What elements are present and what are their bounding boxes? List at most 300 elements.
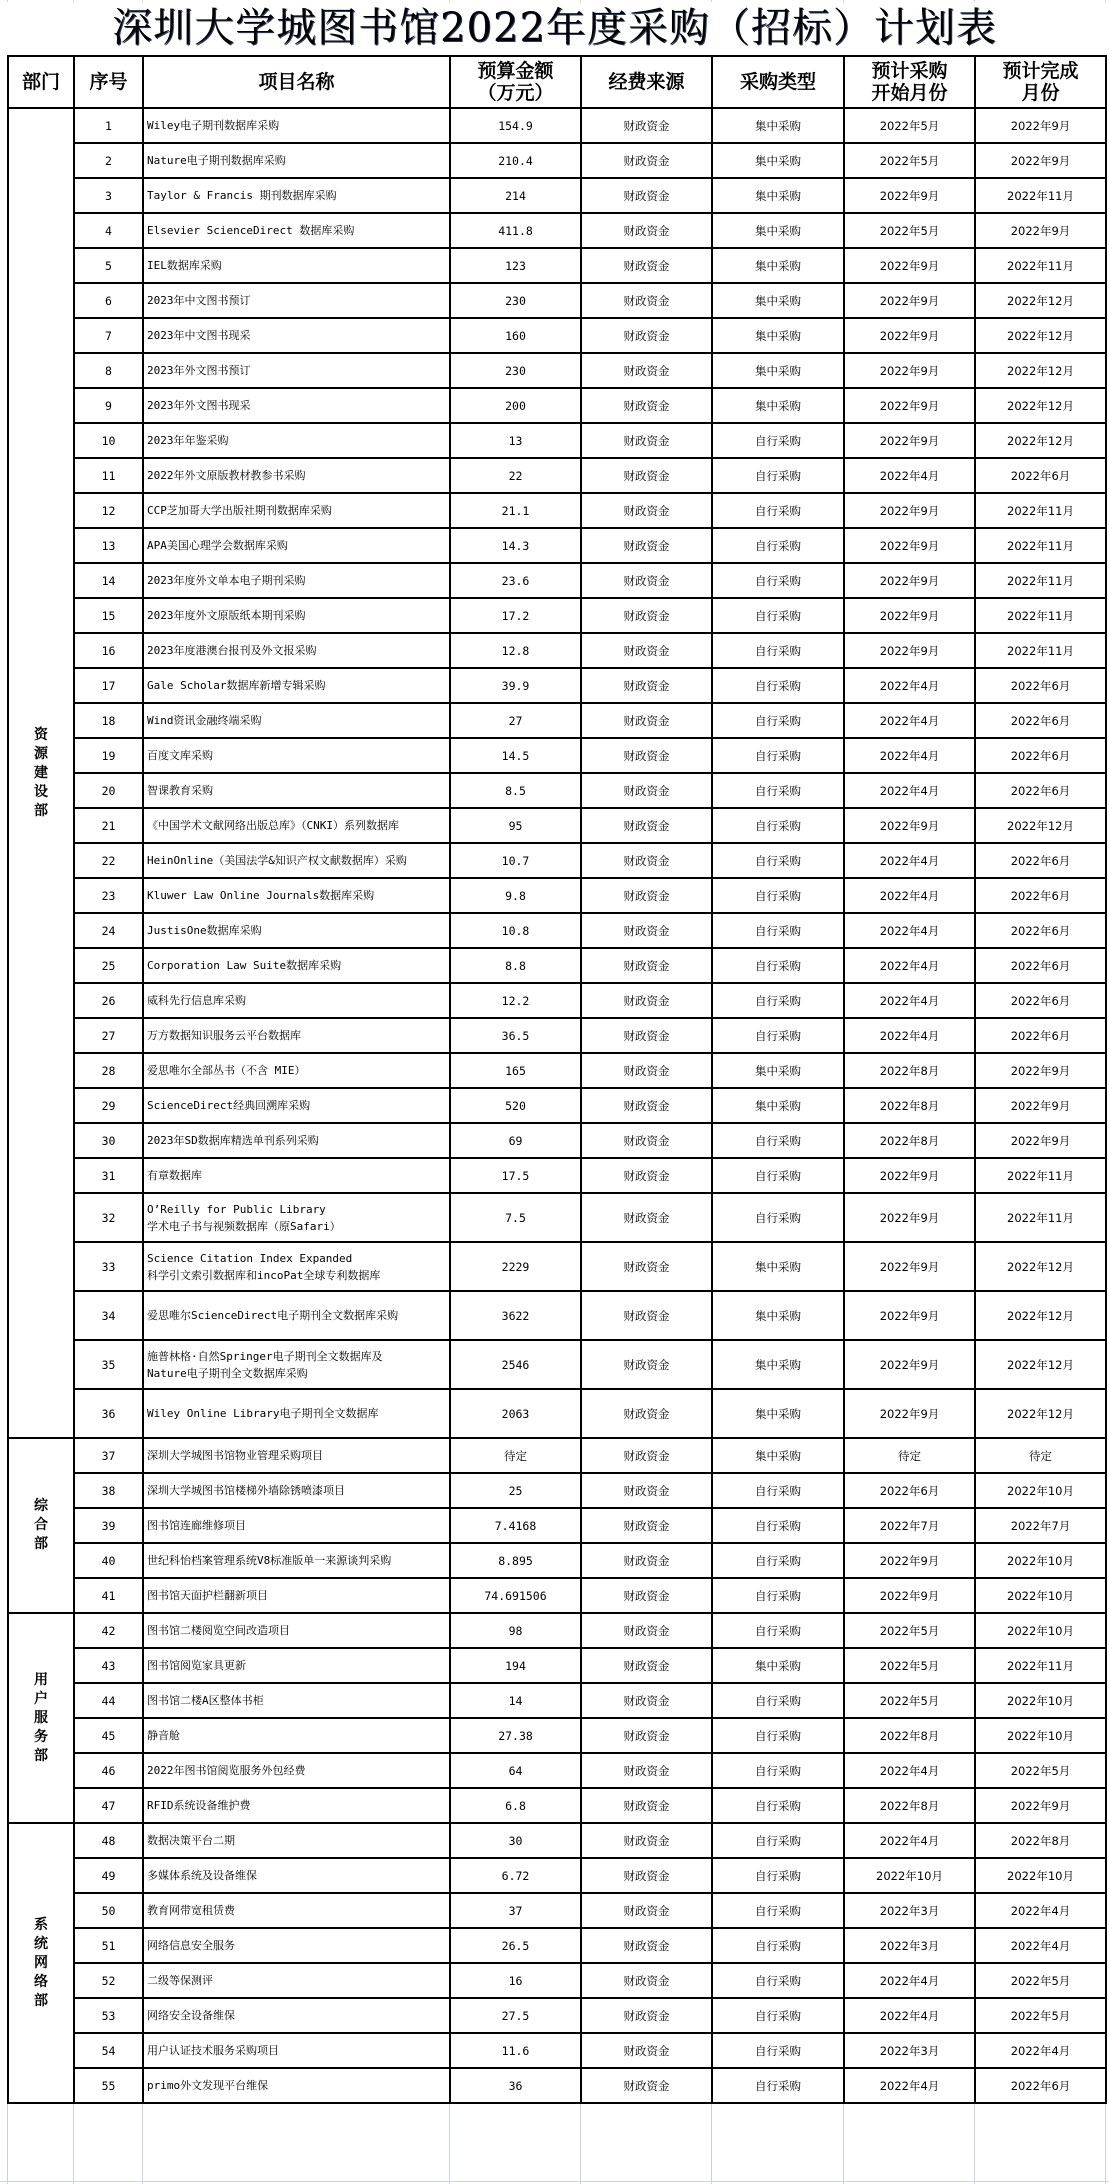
start-month-cell: 2022年4月 [844,878,975,913]
end-month-cell: 2022年12月 [975,318,1106,353]
seq-cell: 50 [74,1893,143,1928]
project-name-line: 网络信息安全服务 [147,1939,235,1952]
project-name-cell [143,633,450,668]
budget-cell: 230 [450,353,581,388]
budget-cell: 14.3 [450,528,581,563]
table-row [8,1123,1106,1158]
start-month-cell: 2022年4月 [844,1018,975,1053]
table-row [8,1389,1106,1438]
end-month-cell: 2022年11月 [975,1158,1106,1193]
department-label: 综合部 [34,1498,48,1552]
project-name-cell [143,1893,450,1928]
start-month-cell: 2022年9月 [844,493,975,528]
start-month-cell: 2022年9月 [844,1291,975,1340]
table-row [8,878,1106,913]
department-cell [8,1613,74,1823]
budget-cell: 210.4 [450,143,581,178]
budget-cell: 30 [450,1823,581,1858]
project-name-line: Wind资讯金融终端采购 [147,714,262,727]
seq-cell: 4 [74,213,143,248]
project-name-line: HeinOnline（美国法学&知识产权文献数据库）采购 [147,854,407,867]
project-name-line: ScienceDirect经典回溯库采购 [147,1099,311,1112]
start-month-cell: 2022年8月 [844,1088,975,1123]
end-month-cell: 2022年9月 [975,1053,1106,1088]
project-name-line: 多媒体系统及设备维保 [147,1869,257,1882]
seq-cell: 39 [74,1508,143,1543]
funding-source-cell: 财政资金 [581,1753,712,1788]
funding-source-cell: 财政资金 [581,1858,712,1893]
column-header-end-line1: 预计完成 [1002,60,1079,82]
project-name-line: 智课教育采购 [147,784,213,797]
start-month-cell: 待定 [844,1438,975,1473]
start-month-cell: 2022年9月 [844,808,975,843]
project-name-line: 2023年中文图书现采 [147,329,251,342]
column-header-start-line2: 开始月份 [871,82,948,104]
column-header-source-label: 经费来源 [608,71,685,93]
funding-source-cell: 财政资金 [581,353,712,388]
column-header-budget [450,56,581,108]
end-month-cell: 2022年11月 [975,598,1106,633]
budget-cell: 23.6 [450,563,581,598]
procurement-type-cell: 自行采购 [712,948,844,983]
table-row [8,1473,1106,1508]
end-month-cell: 2022年12月 [975,808,1106,843]
project-name-cell [143,283,450,318]
seq-cell: 14 [74,563,143,598]
project-name-cell [143,668,450,703]
table-row [8,1242,1106,1291]
table-row [8,773,1106,808]
table-row [8,283,1106,318]
start-month-cell: 2022年4月 [844,458,975,493]
seq-cell: 38 [74,1473,143,1508]
procurement-type-cell: 自行采购 [712,2068,844,2103]
start-month-cell: 2022年5月 [844,213,975,248]
start-month-cell: 2022年4月 [844,773,975,808]
column-header-start-line1: 预计采购 [871,60,948,82]
end-month-cell: 2022年5月 [975,1963,1106,1998]
project-name-line: 世纪科怡档案管理系统V8标准版单一来源谈判采购 [147,1554,392,1567]
start-month-cell: 2022年8月 [844,1788,975,1823]
start-month-cell: 2022年8月 [844,1718,975,1753]
procurement-type-cell: 自行采购 [712,1543,844,1578]
budget-cell: 17.5 [450,1158,581,1193]
table-row [8,1018,1106,1053]
budget-cell: 165 [450,1053,581,1088]
funding-source-cell: 财政资金 [581,1123,712,1158]
seq-cell: 31 [74,1158,143,1193]
end-month-cell: 2022年6月 [975,878,1106,913]
funding-source-cell: 财政资金 [581,318,712,353]
seq-cell: 5 [74,248,143,283]
procurement-type-cell: 集中采购 [712,1088,844,1123]
table-row [8,1928,1106,1963]
table-row [8,1340,1106,1389]
funding-source-cell: 财政资金 [581,1018,712,1053]
procurement-type-cell: 自行采购 [712,563,844,598]
budget-cell: 3622 [450,1291,581,1340]
seq-cell: 6 [74,283,143,318]
seq-cell: 48 [74,1823,143,1858]
funding-source-cell: 财政资金 [581,878,712,913]
funding-source-cell: 财政资金 [581,738,712,773]
project-name-line: 深圳大学城图书馆物业管理采购项目 [147,1449,323,1462]
table-row [8,388,1106,423]
funding-source-cell: 财政资金 [581,668,712,703]
project-name-cell [143,1018,450,1053]
budget-cell: 39.9 [450,668,581,703]
budget-cell: 12.2 [450,983,581,1018]
project-name-cell [143,703,450,738]
budget-cell: 2063 [450,1389,581,1438]
end-month-cell: 2022年9月 [975,1123,1106,1158]
seq-cell: 36 [74,1389,143,1438]
procurement-type-cell: 自行采购 [712,1998,844,2033]
end-month-cell: 2022年10月 [975,1718,1106,1753]
project-name-line: 威科先行信息库采购 [147,994,246,1007]
project-name-line: JustisOne数据库采购 [147,924,262,937]
start-month-cell: 2022年5月 [844,1648,975,1683]
project-name-cell [143,773,450,808]
project-name-cell [143,2033,450,2068]
funding-source-cell: 财政资金 [581,1683,712,1718]
project-name-line: 2022年外文原版教材教参书采购 [147,469,306,482]
table-row [8,2068,1106,2103]
project-name-cell [143,563,450,598]
funding-source-cell: 财政资金 [581,703,712,738]
project-name-line: 图书馆二楼A区整体书柜 [147,1694,264,1707]
budget-cell: 95 [450,808,581,843]
column-header-dept [8,56,74,108]
table-row [8,1053,1106,1088]
procurement-type-cell: 自行采购 [712,598,844,633]
project-name-line: 2023年外文图书现采 [147,399,251,412]
project-name-cell [143,1718,450,1753]
budget-cell: 214 [450,178,581,213]
column-header-seq-label: 序号 [89,71,128,93]
project-name-cell [143,423,450,458]
department-cell [8,1823,74,2103]
table-row [8,598,1106,633]
project-name-line: 用户认证技术服务采购项目 [147,2044,279,2057]
column-header-end [975,56,1106,108]
table-body [8,108,1106,2103]
table-row [8,528,1106,563]
project-name-line: 图书馆天面护栏翻新项目 [147,1589,268,1602]
project-name-line: 万方数据知识服务云平台数据库 [147,1029,301,1042]
end-month-cell: 2022年11月 [975,178,1106,213]
procurement-type-cell: 自行采购 [712,1473,844,1508]
table-row [8,1893,1106,1928]
start-month-cell: 2022年9月 [844,563,975,598]
table-row [8,458,1106,493]
procurement-type-cell: 集中采购 [712,318,844,353]
project-name-cell [143,878,450,913]
table-row [8,1158,1106,1193]
funding-source-cell: 财政资金 [581,843,712,878]
budget-cell: 36.5 [450,1018,581,1053]
seq-cell: 26 [74,983,143,1018]
table-row [8,703,1106,738]
project-name-line: IEL数据库采购 [147,259,222,272]
start-month-cell: 2022年9月 [844,178,975,213]
table-row [8,1823,1106,1858]
seq-cell: 40 [74,1543,143,1578]
start-month-cell: 2022年3月 [844,2033,975,2068]
end-month-cell: 2022年10月 [975,1578,1106,1613]
start-month-cell: 2022年9月 [844,1193,975,1242]
project-name-cell [143,108,450,143]
end-month-cell: 2022年9月 [975,1788,1106,1823]
project-name-cell [143,1648,450,1683]
column-header-end-line2: 月份 [1021,82,1060,104]
project-name-line: Science Citation Index Expanded [147,1251,353,1265]
budget-cell: 411.8 [450,213,581,248]
funding-source-cell: 财政资金 [581,143,712,178]
seq-cell: 30 [74,1123,143,1158]
end-month-cell: 2022年6月 [975,2068,1106,2103]
budget-cell: 25 [450,1473,581,1508]
seq-cell: 7 [74,318,143,353]
procurement-type-cell: 自行采购 [712,633,844,668]
procurement-type-cell: 自行采购 [712,1718,844,1753]
budget-cell: 2229 [450,1242,581,1291]
budget-cell: 154.9 [450,108,581,143]
procurement-type-cell: 自行采购 [712,878,844,913]
start-month-cell: 2022年10月 [844,1858,975,1893]
start-month-cell: 2022年8月 [844,1053,975,1088]
funding-source-cell: 财政资金 [581,283,712,318]
end-month-cell: 2022年5月 [975,1998,1106,2033]
procurement-type-cell: 集中采购 [712,1053,844,1088]
funding-source-cell: 财政资金 [581,1893,712,1928]
funding-source-cell: 财政资金 [581,528,712,563]
funding-source-cell: 财政资金 [581,178,712,213]
project-name-line: 施普林格·自然Springer电子期刊全文数据库及 [147,1349,383,1363]
column-header-budget-line2: （万元） [477,82,554,104]
end-month-cell: 2022年4月 [975,1928,1106,1963]
procurement-type-cell: 自行采购 [712,1683,844,1718]
project-name-line: 学术电子书与视频数据库（原Safari） [147,1219,341,1233]
seq-cell: 22 [74,843,143,878]
seq-cell: 34 [74,1291,143,1340]
project-name-line: 二级等保测评 [147,1974,213,1987]
project-name-cell [143,1543,450,1578]
end-month-cell: 2022年6月 [975,948,1106,983]
project-name-cell [143,1242,450,1291]
end-month-cell: 2022年8月 [975,1823,1106,1858]
budget-cell: 74.691506 [450,1578,581,1613]
table-row [8,1998,1106,2033]
start-month-cell: 2022年9月 [844,423,975,458]
funding-source-cell: 财政资金 [581,773,712,808]
start-month-cell: 2022年4月 [844,2068,975,2103]
seq-cell: 41 [74,1578,143,1613]
seq-cell: 29 [74,1088,143,1123]
budget-cell: 16 [450,1963,581,1998]
end-month-cell: 2022年12月 [975,353,1106,388]
funding-source-cell: 财政资金 [581,1438,712,1473]
end-month-cell: 2022年9月 [975,1088,1106,1123]
funding-source-cell: 财政资金 [581,1508,712,1543]
budget-cell: 200 [450,388,581,423]
project-name-cell [143,1158,450,1193]
start-month-cell: 2022年9月 [844,633,975,668]
end-month-cell: 2022年7月 [975,1508,1106,1543]
funding-source-cell: 财政资金 [581,1088,712,1123]
table-row [8,213,1106,248]
budget-cell: 6.72 [450,1858,581,1893]
table-row [8,1963,1106,1998]
procurement-type-cell: 自行采购 [712,1788,844,1823]
seq-cell: 51 [74,1928,143,1963]
funding-source-cell: 财政资金 [581,1788,712,1823]
end-month-cell: 2022年9月 [975,213,1106,248]
end-month-cell: 2022年6月 [975,738,1106,773]
funding-source-cell: 财政资金 [581,493,712,528]
table-row [8,143,1106,178]
funding-source-cell: 财政资金 [581,1963,712,1998]
seq-cell: 9 [74,388,143,423]
budget-cell: 11.6 [450,2033,581,2068]
start-month-cell: 2022年3月 [844,1928,975,1963]
table-row [8,913,1106,948]
end-month-cell: 2022年6月 [975,1018,1106,1053]
project-name-cell [143,1788,450,1823]
start-month-cell: 2022年9月 [844,1389,975,1438]
seq-cell: 55 [74,2068,143,2103]
start-month-cell: 2022年6月 [844,1473,975,1508]
end-month-cell: 2022年12月 [975,283,1106,318]
start-month-cell: 2022年9月 [844,1578,975,1613]
budget-cell: 9.8 [450,878,581,913]
project-name-cell [143,213,450,248]
start-month-cell: 2022年5月 [844,1683,975,1718]
project-name-line: 数据决策平台二期 [147,1834,235,1847]
seq-cell: 37 [74,1438,143,1473]
table-row [8,2033,1106,2068]
end-month-cell: 2022年12月 [975,1340,1106,1389]
budget-cell: 26.5 [450,1928,581,1963]
project-name-cell [143,843,450,878]
start-month-cell: 2022年9月 [844,598,975,633]
seq-cell: 25 [74,948,143,983]
seq-cell: 11 [74,458,143,493]
budget-cell: 7.4168 [450,1508,581,1543]
department-label: 用户服务部 [34,1671,48,1764]
project-name-cell [143,528,450,563]
table-row [8,668,1106,703]
end-month-cell: 2022年10月 [975,1473,1106,1508]
seq-cell: 28 [74,1053,143,1088]
funding-source-cell: 财政资金 [581,1648,712,1683]
table-row [8,1718,1106,1753]
start-month-cell: 2022年5月 [844,108,975,143]
funding-source-cell: 财政资金 [581,1823,712,1858]
procurement-type-cell: 自行采购 [712,808,844,843]
funding-source-cell: 财政资金 [581,913,712,948]
start-month-cell: 2022年4月 [844,843,975,878]
project-name-line: 爱思唯尔全部丛书（不含 MIE） [147,1064,306,1077]
start-month-cell: 2022年5月 [844,143,975,178]
funding-source-cell: 财政资金 [581,1578,712,1613]
budget-cell: 520 [450,1088,581,1123]
funding-source-cell: 财政资金 [581,598,712,633]
project-name-cell [143,1963,450,1998]
end-month-cell: 2022年11月 [975,563,1106,598]
table-row [8,1648,1106,1683]
project-name-line: 2023年中文图书预订 [147,294,251,307]
project-name-line: RFID系统设备维护费 [147,1799,251,1812]
end-month-cell: 2022年10月 [975,1613,1106,1648]
department-cell [8,1438,74,1613]
funding-source-cell: 财政资金 [581,633,712,668]
funding-source-cell: 财政资金 [581,1193,712,1242]
funding-source-cell: 财政资金 [581,1242,712,1291]
procurement-type-cell: 集中采购 [712,1340,844,1389]
budget-cell: 10.7 [450,843,581,878]
procurement-type-cell: 自行采购 [712,773,844,808]
budget-cell: 14.5 [450,738,581,773]
procurement-type-cell: 集中采购 [712,248,844,283]
seq-cell: 16 [74,633,143,668]
budget-cell: 230 [450,283,581,318]
project-name-line: Nature电子期刊数据库采购 [147,154,286,167]
table-row [8,353,1106,388]
table-row [8,108,1106,143]
budget-cell: 123 [450,248,581,283]
project-name-line: 网络安全设备维保 [147,2009,235,2022]
budget-cell: 待定 [450,1438,581,1473]
procurement-type-cell: 集中采购 [712,1242,844,1291]
end-month-cell: 2022年12月 [975,388,1106,423]
table-row [8,738,1106,773]
seq-cell: 32 [74,1193,143,1242]
project-name-line: 2023年度外文原版纸本期刊采购 [147,609,306,622]
table-row [8,178,1106,213]
end-month-cell: 2022年12月 [975,1242,1106,1291]
project-name-cell [143,983,450,1018]
column-header-type [712,56,844,108]
procurement-type-cell: 自行采购 [712,493,844,528]
seq-cell: 52 [74,1963,143,1998]
budget-cell: 27.38 [450,1718,581,1753]
project-name-cell [143,388,450,423]
end-month-cell: 2022年6月 [975,913,1106,948]
procurement-type-cell: 自行采购 [712,1823,844,1858]
table-row [8,248,1106,283]
end-month-cell: 2022年6月 [975,458,1106,493]
project-name-line: Wiley电子期刊数据库采购 [147,119,280,132]
funding-source-cell: 财政资金 [581,983,712,1018]
procurement-type-cell: 集中采购 [712,388,844,423]
procurement-type-cell: 集中采购 [712,353,844,388]
seq-cell: 18 [74,703,143,738]
table-row [8,1858,1106,1893]
project-name-line: 2023年年鉴采购 [147,434,229,447]
start-month-cell: 2022年9月 [844,283,975,318]
end-month-cell: 2022年4月 [975,2033,1106,2068]
funding-source-cell: 财政资金 [581,1718,712,1753]
project-name-cell [143,1438,450,1473]
budget-cell: 6.8 [450,1788,581,1823]
funding-source-cell: 财政资金 [581,1340,712,1389]
project-name-cell [143,1291,450,1340]
seq-cell: 27 [74,1018,143,1053]
project-name-cell [143,1123,450,1158]
project-name-line: 百度文库采购 [147,749,213,762]
project-name-line: 图书馆连廊维修项目 [147,1519,246,1532]
